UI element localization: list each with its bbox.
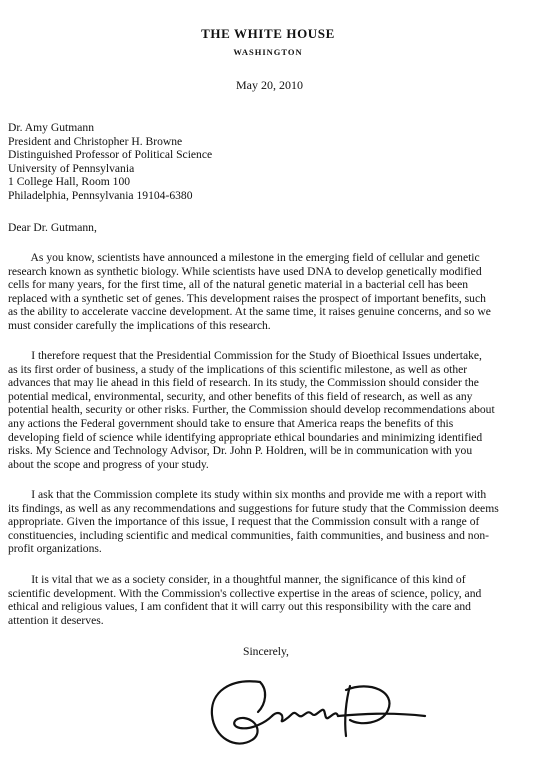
body-paragraph [8, 349, 528, 471]
paragraph-line: scientific development. With the Commission's collective expertise in the areas of science, policy, and [8, 586, 482, 600]
closing: Sincerely, [243, 645, 289, 658]
paragraph-line: as the ability to accelerate vaccine development. At the same time, it raises genuine concerns, and so we [8, 305, 491, 319]
body-paragraph [8, 488, 528, 556]
paragraph-line: As you know, scientists have announced a milestone in the emerging field of cellular and genetic [8, 251, 480, 264]
addressee-block [8, 121, 212, 203]
paragraph-line: research known as synthetic biology. While scientists have used DNA to develop genetically modified [8, 264, 482, 278]
paragraph-line: must consider carefully the implications of this research. [8, 318, 271, 332]
paragraph-line: its findings, as well as any recommendations and suggestions for future study that the Commission deems [8, 501, 499, 515]
paragraph-line: as its first order of business, a study of the implications of this scientific milestone, as well as other [8, 362, 468, 376]
paragraph-line: ethical and religious values, I am confident that it will carry out this responsibility with the care and [8, 600, 471, 614]
paragraph-line: cells for many years, for the first time, all of the natural genetic material in a bacterial cell has been [8, 278, 469, 292]
paragraph-line: about the scope and progress of your study. [8, 457, 209, 471]
addressee-line: President and Christopher H. Browne [8, 134, 183, 148]
handwritten-signature [200, 670, 430, 760]
addressee-line: 1 College Hall, Room 100 [8, 175, 131, 189]
letter-date: May 20, 2010 [236, 78, 303, 92]
paragraph-line: advances that may lie ahead in this field of research. In its study, the Commission should consider the [8, 376, 479, 390]
paragraph-line: potential health, security or other risks. Further, the Commission should develop recommendations about [8, 403, 495, 417]
addressee-line: Distinguished Professor of Political Science [8, 148, 213, 162]
paragraph-line: potential medical, environmental, security, and other benefits of this field of research, as well as any [8, 389, 473, 403]
paragraph-line: I therefore request that the Presidential Commission for the Study of Bioethical Issues undertake, [8, 349, 482, 362]
letterhead-subtitle: WASHINGTON [233, 47, 303, 57]
body-paragraph [8, 251, 528, 333]
salutation: Dear Dr. Gutmann, [8, 221, 97, 234]
paragraph-line: developing field of science while identifying appropriate ethical boundaries and minimizing identified [8, 430, 483, 444]
paragraph-line: attention it deserves. [8, 613, 104, 627]
paragraph-line: constituencies, including scientific and medical communities, faith communities, and business and non- [8, 528, 490, 542]
letterhead-title: THE WHITE HOUSE [201, 26, 335, 41]
paragraph-line: It is vital that we as a society consider, in a thoughtful manner, the significance of this kind of [8, 573, 466, 586]
paragraph-line: I ask that the Commission complete its study within six months and provide me with a report with [8, 488, 487, 501]
addressee-line: Philadelphia, Pennsylvania 19104-6380 [8, 188, 193, 202]
paragraph-line: any actions the Federal government should take to ensure that America reaps the benefits of this [8, 416, 454, 430]
paragraph-line: profit organizations. [8, 542, 102, 556]
addressee-line: Dr. Amy Gutmann [8, 121, 94, 134]
paragraph-line: replaced with a synthetic set of genes. This development raises the prospect of important benefits, such [8, 291, 486, 305]
letterhead [0, 26, 536, 57]
addressee-line: University of Pennsylvania [8, 161, 135, 175]
paragraph-line: appropriate. Given the importance of this issue, I request that the Commission consult with a range of [8, 515, 480, 529]
body-paragraph [8, 573, 528, 627]
paragraph-line: risks. My Science and Technology Advisor, Dr. John P. Holdren, will be in communication with you [8, 444, 473, 458]
